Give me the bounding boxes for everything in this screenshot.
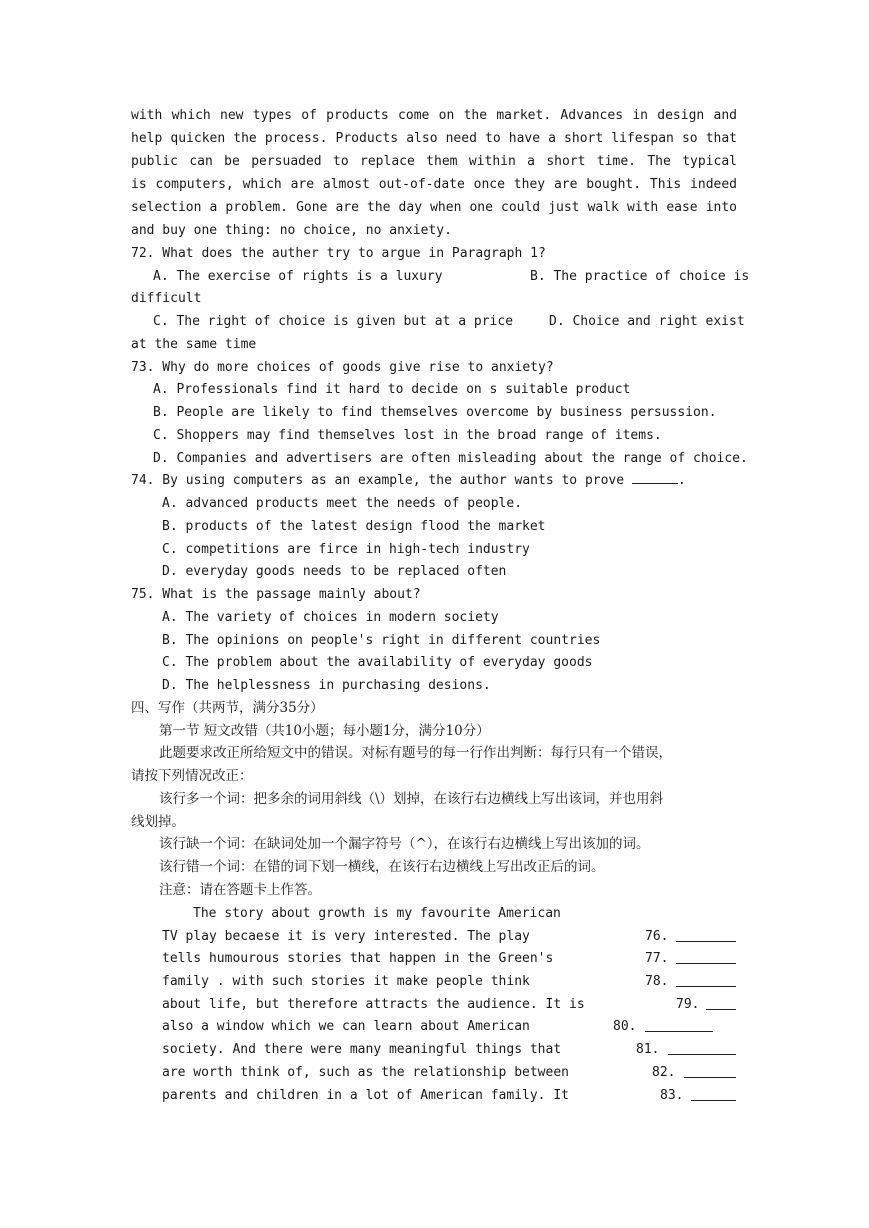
writing-section-1: 第一节 短文改错（共10小题；每小题1分，满分10分） bbox=[159, 723, 490, 739]
correction-line-9: parents and children in a lot of American family. It bbox=[162, 1088, 569, 1103]
question-73-option-c: C. Shoppers may find themselves lost in the broad range of items. bbox=[153, 428, 662, 443]
writing-note: 注意：请在答题卡上作答。 bbox=[159, 882, 321, 898]
correction-line-3: tells humourous stories that happen in the Green's bbox=[162, 951, 554, 966]
question-74-stem-end: . bbox=[677, 473, 686, 488]
writing-instruction: 此题要求改正所给短文中的错误。对标有题号的每一行作出判断：每行只有一个错误， bbox=[159, 745, 672, 761]
passage-line-2: help quicken the process. Products also need to have a short lifespan so that bbox=[131, 131, 737, 146]
answer-blank-77[interactable] bbox=[676, 963, 736, 964]
question-73-stem: 73. Why do more choices of goods give rise to anxiety? bbox=[131, 360, 554, 375]
question-73-option-a: A. Professionals find it hard to decide on s suitable product bbox=[153, 382, 631, 397]
answer-blank-78[interactable] bbox=[676, 986, 736, 987]
question-73-option-b: B. People are likely to find themselves overcome by business persussion. bbox=[153, 405, 717, 420]
correction-line-8: are worth think of, such as the relationship between bbox=[162, 1065, 569, 1080]
passage-line-6: and buy one thing: no choice, no anxiety. bbox=[131, 223, 452, 238]
correction-line-4: family . with such stories it make people think bbox=[162, 974, 530, 989]
question-74-blank bbox=[632, 469, 678, 484]
question-75-option-c: C. The problem about the availability of everyday goods bbox=[162, 655, 593, 670]
writing-rule-extra-word: 该行多一个词：把多余的词用斜线（\）划掉，在该行右边横线上写出该词，并也用斜 bbox=[159, 791, 664, 807]
answer-number-82: 82. bbox=[652, 1065, 676, 1080]
passage-line-5: selection a problem. Gone are the day when one could just walk with ease into bbox=[131, 200, 737, 215]
correction-line-7: society. And there were many meaningful things that bbox=[162, 1042, 562, 1057]
question-72-option-b-cont: difficult bbox=[131, 291, 202, 306]
answer-number-76: 76. bbox=[645, 929, 669, 944]
passage-line-1: with which new types of products come on the market. Advances in design and bbox=[131, 108, 737, 123]
answer-blank-79[interactable] bbox=[706, 1009, 736, 1010]
writing-heading: 四、写作（共两节，满分35分） bbox=[131, 700, 324, 716]
answer-number-78: 78. bbox=[645, 974, 669, 989]
correction-line-1: The story about growth is my favourite American bbox=[193, 906, 561, 921]
question-74-stem: 74. By using computers as an example, the author wants to prove bbox=[131, 473, 625, 488]
passage-line-3: public can be persuaded to replace them within a short time. The typical bbox=[131, 154, 737, 169]
question-75-option-b: B. The opinions on people's right in different countries bbox=[162, 633, 601, 648]
answer-blank-82[interactable] bbox=[684, 1077, 736, 1078]
question-72-option-d: D. Choice and right exist bbox=[549, 314, 745, 329]
question-75-option-a: A. The variety of choices in modern society bbox=[162, 610, 499, 625]
question-74-option-a: A. advanced products meet the needs of people. bbox=[162, 496, 523, 511]
correction-line-6: also a window which we can learn about American bbox=[162, 1019, 530, 1034]
writing-instruction-cont: 请按下列情况改正： bbox=[131, 768, 253, 784]
question-72-option-b: B. The practice of choice is bbox=[530, 269, 750, 284]
answer-blank-83[interactable] bbox=[691, 1100, 736, 1101]
question-75-option-d: D. The helplessness in purchasing desions. bbox=[162, 678, 491, 693]
writing-rule-missing-word: 该行缺一个词：在缺词处加一个漏字符号（^），在该行右边横线上写出该加的词。 bbox=[159, 836, 650, 852]
answer-blank-80[interactable] bbox=[645, 1031, 713, 1032]
correction-line-2: TV play becaese it is very interested. The play bbox=[162, 929, 530, 944]
writing-rule-wrong-word: 该行错一个词：在错的词下划一横线，在该行右边横线上写出改正后的词。 bbox=[159, 859, 605, 875]
question-75-stem: 75. What is the passage mainly about? bbox=[131, 587, 421, 602]
question-73-option-d: D. Companies and advertisers are often misleading about the range of choice. bbox=[153, 451, 748, 466]
question-72-option-d-cont: at the same time bbox=[131, 337, 257, 352]
answer-number-77: 77. bbox=[645, 951, 669, 966]
answer-number-81: 81. bbox=[636, 1042, 660, 1057]
question-72-option-c: C. The right of choice is given but at a price bbox=[153, 314, 514, 329]
question-72-option-a: A. The exercise of rights is a luxury bbox=[153, 269, 443, 284]
question-74-option-d: D. everyday goods needs to be replaced often bbox=[162, 564, 507, 579]
writing-rule-extra-word-cont: 线划掉。 bbox=[131, 814, 185, 830]
answer-blank-81[interactable] bbox=[668, 1054, 736, 1055]
passage-line-4: is computers, which are almost out-of-date once they are bought. This indeed bbox=[131, 177, 737, 192]
correction-line-5: about life, but therefore attracts the audience. It is bbox=[162, 997, 585, 1012]
answer-number-83: 83. bbox=[660, 1088, 684, 1103]
question-74-option-c: C. competitions are firce in high-tech industry bbox=[162, 542, 530, 557]
answer-number-79: 79. bbox=[676, 997, 700, 1012]
question-74-stem-row bbox=[131, 469, 737, 492]
answer-blank-76[interactable] bbox=[676, 941, 736, 942]
answer-number-80: 80. bbox=[613, 1019, 637, 1034]
question-74-option-b: B. products of the latest design flood the market bbox=[162, 519, 546, 534]
question-72-stem: 72. What does the auther try to argue in Paragraph 1? bbox=[131, 246, 546, 261]
